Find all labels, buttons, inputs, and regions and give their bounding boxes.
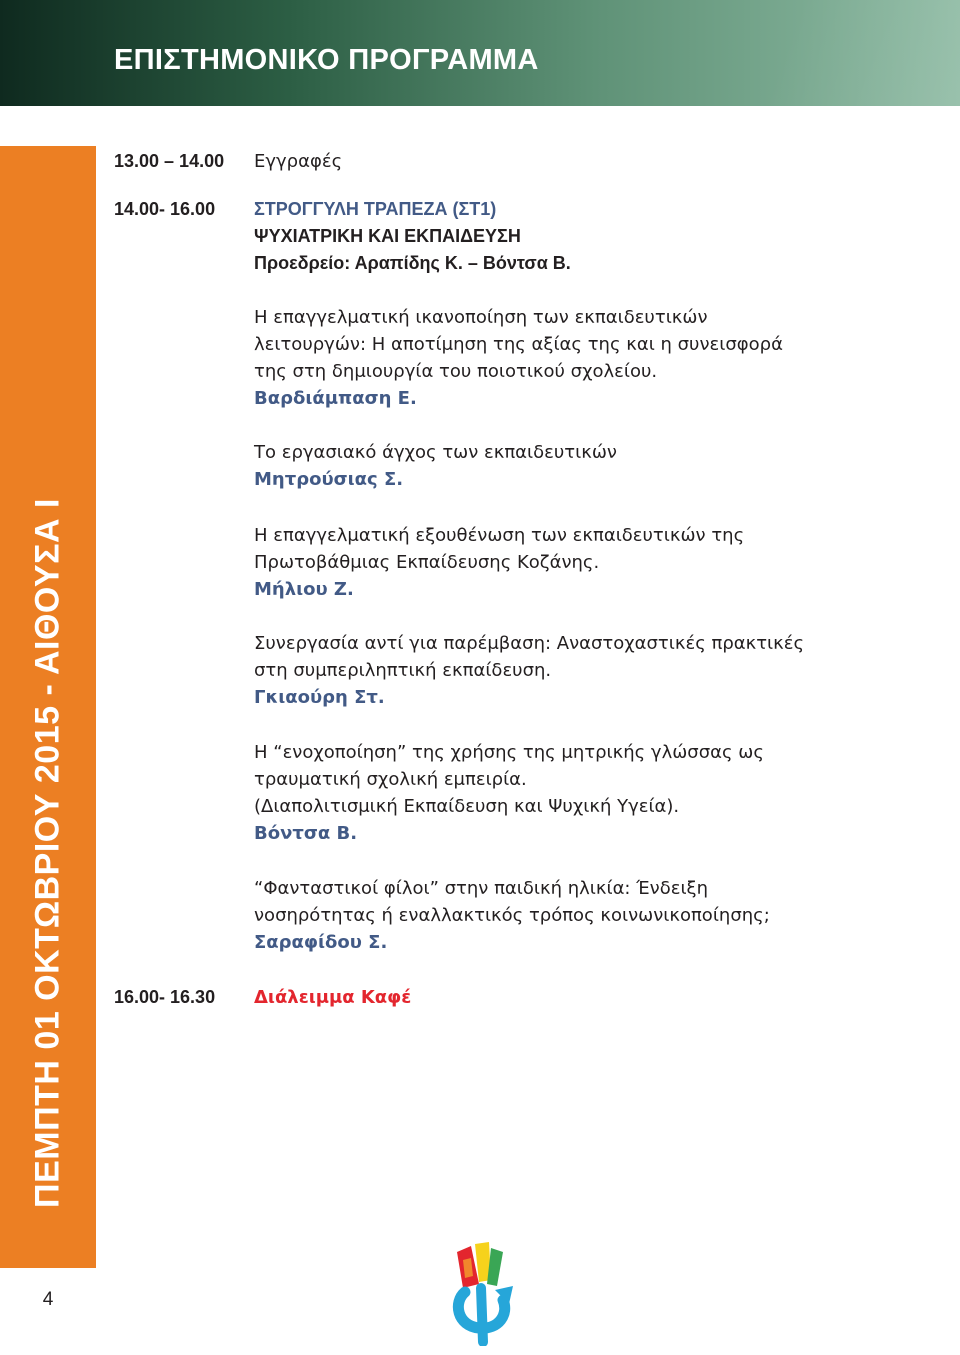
sidebar-band (0, 146, 96, 1268)
talk-title-line: Πρωτοβάθμιας Εκπαίδευσης Κοζάνης. (254, 552, 600, 573)
talk-title-line: (Διαπολιτισμική Εκπαίδευση και Ψυχική Υγεία). (254, 796, 680, 817)
talk-author: Σαραφίδου Σ. (254, 932, 388, 953)
page-title: ΕΠΙΣΤΗΜΟΝΙΚΟ ΠΡΟΓΡΑΜΜΑ (114, 44, 539, 76)
talk-title-line: στη συμπεριληπτική εκπαίδευση. (254, 660, 552, 681)
talk-item (254, 875, 854, 956)
talk-title-line: τραυματική σχολική εμπειρία. (254, 769, 527, 790)
talk-author: Γκιαούρη Στ. (254, 687, 385, 708)
talk-title-line: Συνεργασία αντί για παρέμβαση: Αναστοχαστικές πρακτικές (254, 633, 805, 654)
session-title: ΣΤΡΟΓΓΥΛΗ ΤΡΑΠΕΖΑ (ΣΤ1) (254, 199, 497, 219)
page-number: 4 (42, 1289, 54, 1310)
talk-item (254, 304, 854, 412)
talk-title-line: Η “ενοχοποίηση” της χρήσης της μητρικής γλώσσας ως (254, 742, 764, 763)
talk-item (254, 522, 854, 603)
talk-title-line: Η επαγγελματική ικανοποίηση των εκπαιδευτικών (254, 307, 708, 328)
talk-author: Μητρούσιας Σ. (254, 469, 404, 490)
sidebar-date-room: ΠΕΜΠΤΗ 01 ΟΚΤΩΒΡΙΟΥ 2015 - ΑΙΘΟΥΣΑ Ι (28, 498, 67, 1208)
talk-author: Βόντσα Β. (254, 823, 358, 844)
talk-title-line: της στη δημιουργία του ποιοτικού σχολείου. (254, 361, 658, 382)
entry-time: 16.00- 16.30 (114, 987, 216, 1007)
coffee-break-label: Διάλειμμα Καφέ (254, 987, 412, 1008)
conference-logo-icon (437, 1240, 527, 1346)
session-subtitle: ΨΥΧΙΑΤΡΙΚΗ ΚΑΙ ΕΚΠΑΙΔΕΥΣΗ (254, 226, 521, 246)
entry-time: 14.00- 16.00 (114, 199, 216, 219)
header-band (0, 0, 960, 106)
talk-title-line: “Φανταστικοί φίλοι” στην παιδική ηλικία: Ένδειξη (254, 878, 708, 899)
talk-title-line: Το εργασιακό άγχος των εκπαιδευτικών (254, 442, 617, 463)
talk-item (254, 739, 854, 847)
talk-title-line: λειτουργών: Η αποτίμηση της αξίας της και η συνεισφορά (254, 334, 783, 355)
talk-title-line: Η επαγγελματική εξουθένωση των εκπαιδευτικών της (254, 525, 745, 546)
talk-title-line: νοσηρότητας ή εναλλακτικός τρόπος κοινωνικοποίησης; (254, 905, 770, 926)
session-chairs: Προεδρείο: Αραπίδης Κ. – Βόντσα Β. (254, 253, 571, 273)
talk-author: Μήλιου Ζ. (254, 579, 354, 600)
talk-item (254, 630, 854, 711)
entry-time: 13.00 – 14.00 (114, 151, 225, 171)
talk-author: Βαρδιάμπαση Ε. (254, 388, 417, 409)
talk-item (254, 439, 854, 493)
entry-label: Εγγραφές (254, 151, 343, 172)
